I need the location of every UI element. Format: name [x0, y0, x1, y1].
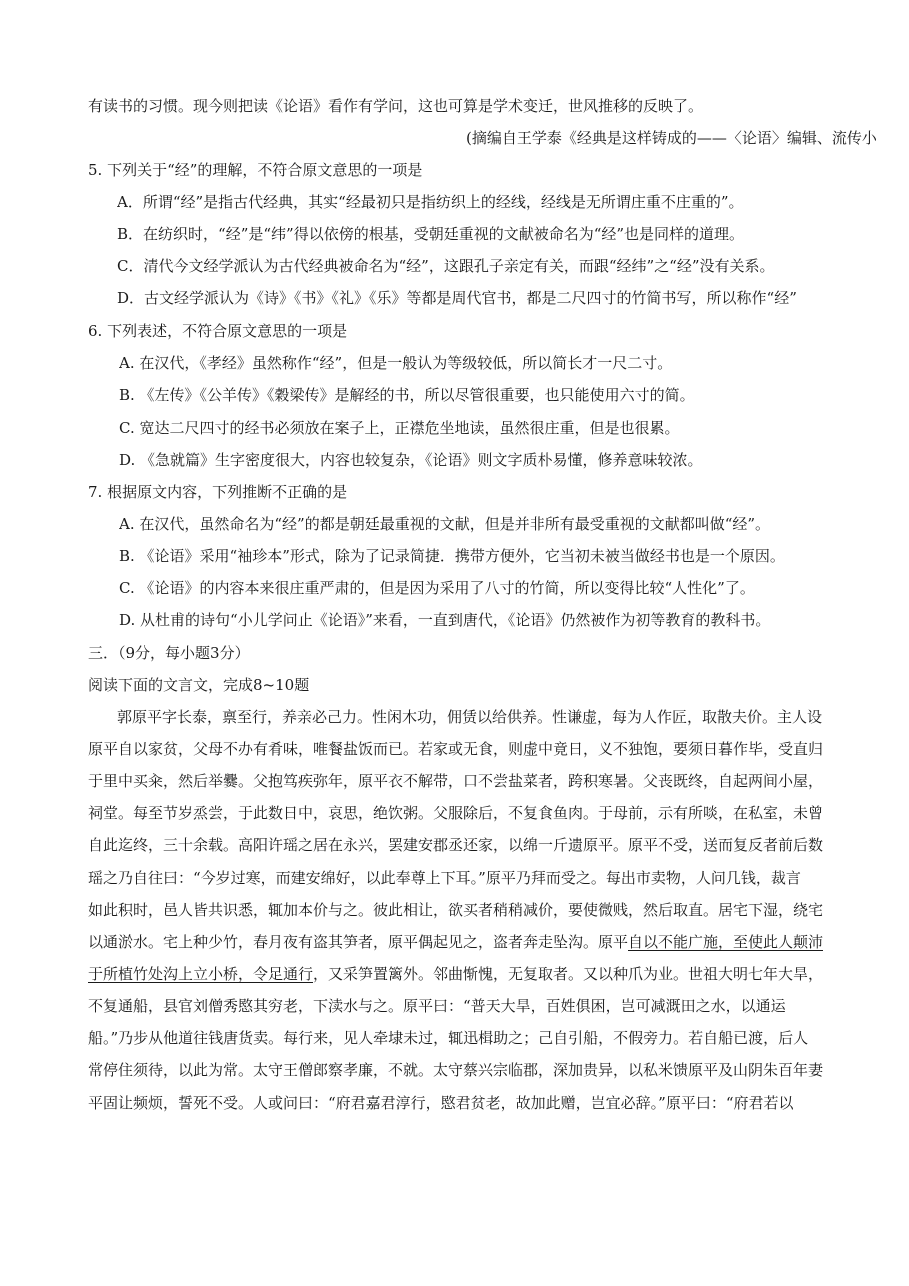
question-5-option-a: A．所谓“经”是指古代经典，其实“经最初只是指纺织上的经线，经线是无所谓庄重不庄重的”。 [117, 193, 744, 211]
underlined-sentence: 于所植竹处沟上立小桥，令足通行 [88, 965, 314, 983]
question-5-option-c: C．清代今文经学派认为古代经典被命名为“经”，这跟孔子亲定有关，而跟“经纬”之“经”没有关系。 [117, 257, 775, 275]
passage-line: 于里中买籴，然后举爨。父抱笃疾弥年，原平衣不解带，口不尝盐菜者，跨积寒暑。父丧既终，自起两间小屋， [88, 772, 824, 790]
question-6-option-c: C. 宽达二尺四寸的经书必须放在案子上，正襟危坐地读，虽然很庄重，但是也很累。 [119, 419, 680, 437]
question-5-option-d: D．古文经学派认为《诗》《书》《礼》《乐》等都是周代官书，都是二尺四寸的竹简书写，所以称作“经” [117, 289, 797, 307]
question-6-option-b: B. 《左传》《公羊传》《穀梁传》是解经的书，所以尽管很重要，也只能使用六寸的简。 [119, 386, 695, 404]
source-citation: (摘编自王学泰《经典是这样铸成的——〈论语〉编辑、流传小 [466, 129, 877, 147]
passage-line: 祠堂。每至节岁烝尝，于此数日中，哀思，绝饮粥。父服除后，不复食鱼肉。于母前，示有所啖，在私室，未曾 [88, 804, 824, 822]
question-6-stem: 6. 下列表述，不符合原文意思的一项是 [88, 322, 348, 340]
passage-line [88, 932, 823, 952]
question-7-option-b: B. 《论语》采用“袖珍本”形式，除为了记录简捷．携带方便外，它当初未被当做经书也是一个原因。 [119, 547, 785, 565]
question-7-option-a: A. 在汉代，虽然命名为“经”的都是朝廷最重视的文献，但是并非所有最受重视的文献都叫做“经”。 [119, 515, 771, 533]
passage-line: 常停住须待，以此为常。太守王僧郎察孝廉，不就。太守蔡兴宗临郡，深加贵异，以私米馈原平及山阴朱百年妻 [88, 1061, 824, 1079]
passage-line: 瑶之乃自往曰：“今岁过寒，而建安绵好，以此奉尊上下耳。”原平乃拜而受之。每出市卖物，人问几钱，裁言 [88, 869, 801, 887]
underlined-sentence: 自以不能广施，至使此人颠沛 [628, 933, 824, 951]
passage-line: 原平自以家贫，父母不办有肴味，唯餐盐饭而已。若家或无食，则虚中竟日，义不独饱，要须日暮作毕，受直归 [88, 740, 824, 758]
passage-line [88, 964, 823, 984]
question-5-stem: 5. 下列关于“经”的理解，不符合原文意思的一项是 [88, 161, 423, 179]
question-7-stem: 7. 根据原文内容，下列推断不正确的是 [88, 483, 348, 501]
question-6-option-a: A. 在汉代，《孝经》虽然称作“经”，但是一般认为等级较低，所以简长才一尺二寸。 [119, 354, 673, 372]
passage-text: 以通淤水。宅上种少竹，春月夜有盗其笋者，原平偶起见之，盗者奔走坠沟。原平 [88, 933, 629, 951]
question-7-option-d: D. 从杜甫的诗句“小儿学问止《论语》”来看，一直到唐代，《论语》仍然被作为初等教育的教科书。 [119, 611, 771, 629]
question-6-option-d: D. 《急就篇》生字密度很大，内容也较复杂，《论语》则文字质朴易懂，修养意味较浓。 [119, 451, 703, 469]
passage-line: 自此迄终，三十余载。高阳许瑶之居在永兴，罢建安郡丞还家，以绵一斤遗原平。原平不受，送而复反者前后数 [88, 836, 824, 854]
passage-line: 平固让频烦，誓死不受。人或问曰：“府君嘉君淳行，愍君贫老，故加此赠，岂宜必辞。”原平曰：“府君若以 [88, 1094, 794, 1112]
text-line: 有读书的习惯。现今则把读《论语》看作有学问，这也可算是学术变迁，世风推移的反映了。 [88, 97, 704, 115]
section-3-instruction: 阅读下面的文言文，完成8~10题 [88, 676, 310, 694]
section-3-heading: 三．（9分，每小题3分） [88, 644, 250, 662]
question-7-option-c: C. 《论语》的内容本来很庄重严肃的，但是因为采用了八寸的竹简，所以变得比较“人性化”了。 [119, 579, 755, 597]
passage-line: 如此积时，邑人皆共识悉，辄加本价与之。彼此相让，欲买者稍稍减价，要使微贱，然后取直。居宅下湿，绕宅 [88, 901, 824, 919]
passage-text: ，又采笋置篱外。邻曲惭愧，无复取者。又以种爪为业。世祖大明七年大旱， [313, 965, 824, 983]
question-5-option-b: B．在纺织时，“经”是“纬”得以依傍的根基，受朝廷重视的文献被命名为“经”也是同样的道理。 [117, 225, 745, 243]
passage-line: 郭原平字长泰，禀至行，养亲必己力。性闲木功，佣赁以给供养。性谦虚，每为人作匠，取散夫价。主人设 [117, 708, 823, 726]
passage-line: 船。”乃步从他道往钱唐货卖。每行来，见人牵埭未过，辄迅楫助之；己自引船，不假旁力。若自船已渡，后人 [88, 1029, 809, 1047]
passage-line: 不复通船，县官刘僧秀愍其穷老，下渎水与之。原平曰：“普天大旱，百姓俱困，岂可减溉田之水，以通运 [88, 997, 786, 1015]
